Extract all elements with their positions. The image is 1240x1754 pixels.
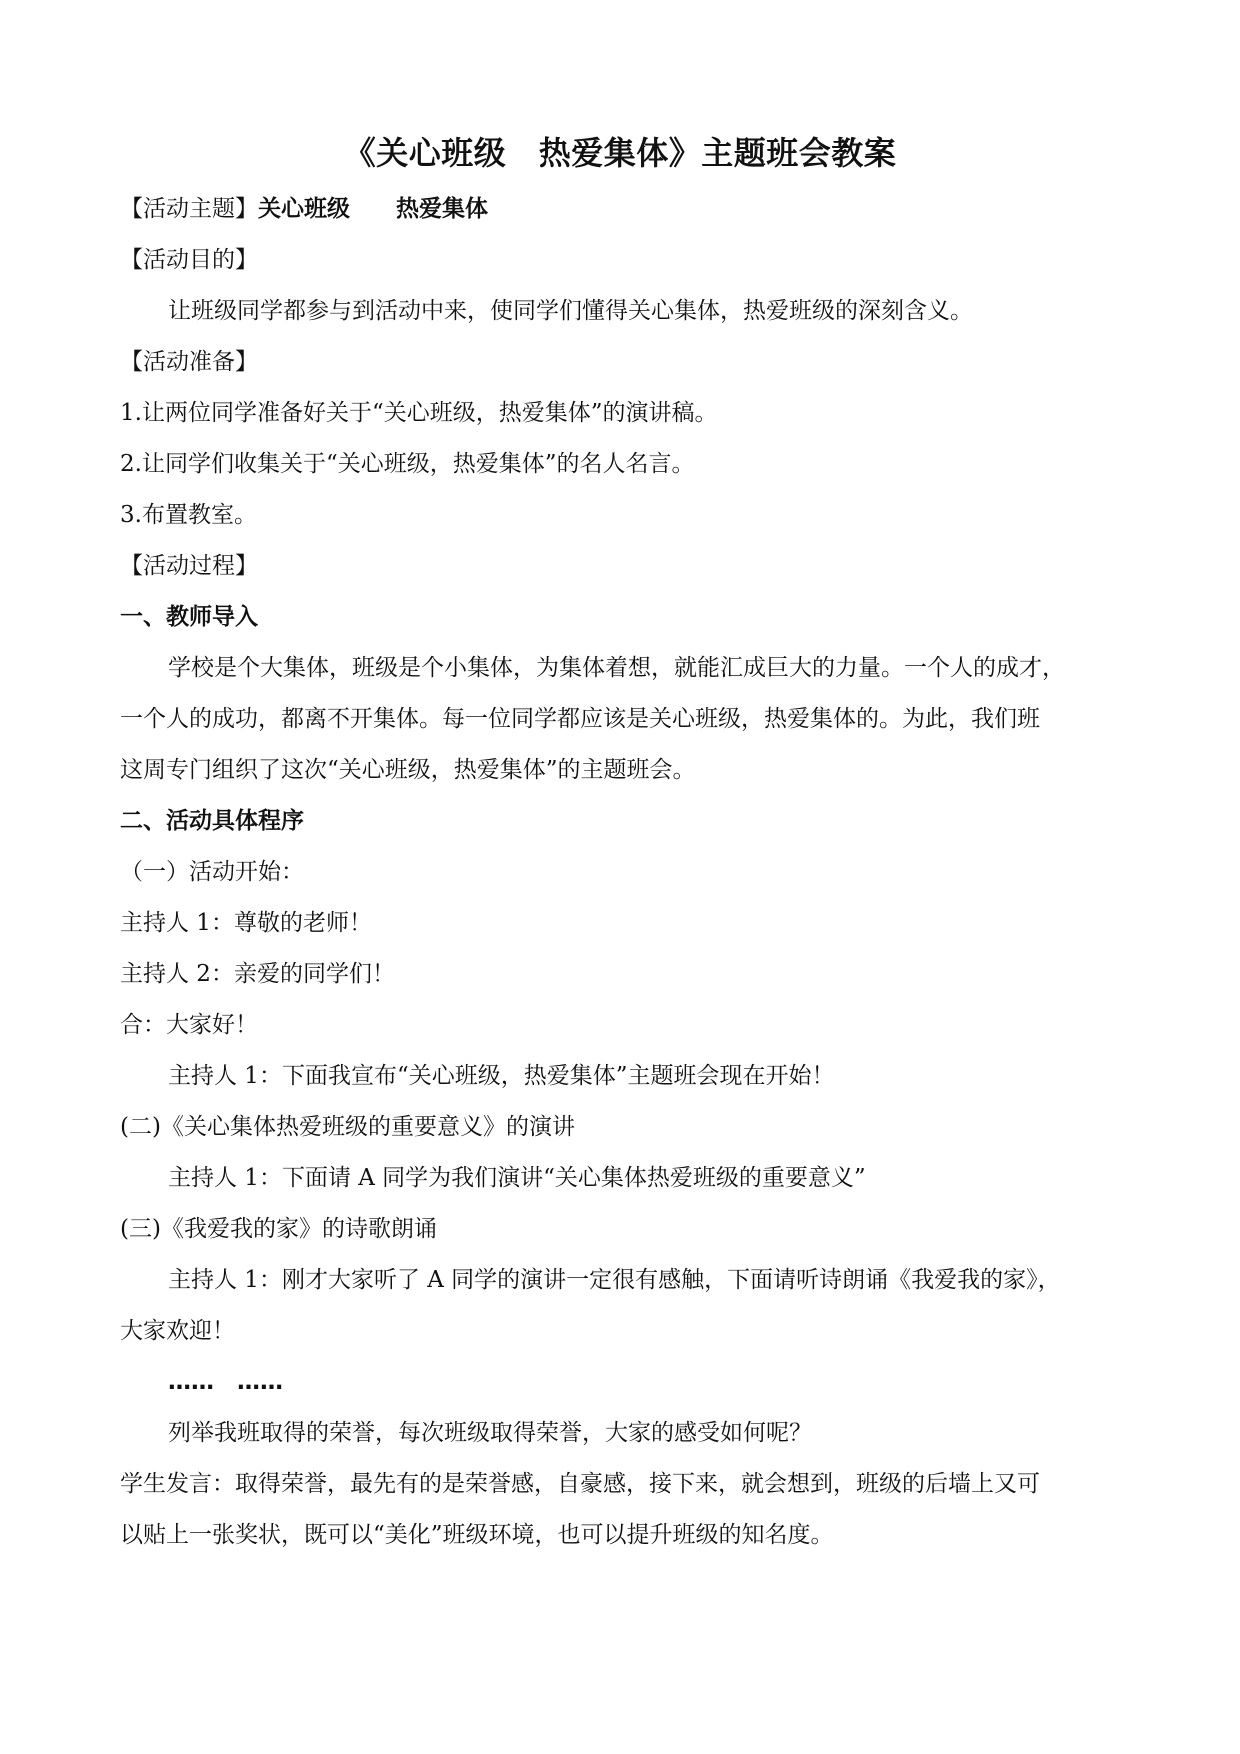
process-heading: 【活动过程】 [120,553,258,579]
sub2-line: 主持人 1：下面请 A 同学为我们演讲“关心集体热爱班级的重要意义” [168,1165,866,1191]
sub3-heading: (三)《我爱我的家》的诗歌朗诵 [120,1216,437,1242]
student-speech-line-1: 学生发言：取得荣誉，最先有的是荣誉感，自豪感，接下来，就会想到，班级的后墙上又可 [120,1471,1040,1497]
purpose-text: 让班级同学都参与到活动中来，使同学们懂得关心集体，热爱班级的深刻含义。 [168,298,973,324]
section1-line-1: 学校是个大集体，班级是个小集体，为集体着想，就能汇成巨大的力量。一个人的成才， [168,655,1065,681]
host-line-3: 合：大家好！ [120,1012,258,1038]
section1-heading: 一、教师导入 [120,604,258,630]
theme-line [120,194,488,224]
theme-label: 【活动主题】 [120,196,258,222]
prep-heading: 【活动准备】 [120,349,258,375]
prep-item-3: 3.布置教室。 [120,502,257,528]
purpose-heading: 【活动目的】 [120,247,258,273]
section1-line-3: 这周专门组织了这次“关心班级，热爱集体”的主题班会。 [120,757,696,783]
section2-heading: 二、活动具体程序 [120,808,304,834]
prep-item-2: 2.让同学们收集关于“关心班级，热爱集体”的名人名言。 [120,451,695,477]
host-line-1: 主持人 1：尊敬的老师！ [120,910,372,936]
theme-value: 关心班级 热爱集体 [258,196,488,222]
sub1-heading: （一）活动开始： [120,859,304,885]
host1-announce: 主持人 1：下面我宣布“关心班级，热爱集体”主题班会现在开始！ [168,1063,835,1089]
sub3-line-2: 大家欢迎！ [120,1318,235,1344]
honor-question: 列举我班取得的荣誉，每次班级取得荣誉，大家的感受如何呢？ [168,1420,812,1446]
prep-item-1: 1.让两位同学准备好关于“关心班级，热爱集体”的演讲稿。 [120,400,718,426]
document-title: 《关心班级 热爱集体》主题班会教案 [343,134,897,172]
sub2-heading: (二)《关心集体热爱班级的重要意义》的演讲 [120,1114,575,1140]
host-line-2: 主持人 2：亲爱的同学们！ [120,961,395,987]
student-speech-line-2: 以贴上一张奖状，既可以“美化”班级环境，也可以提升班级的知名度。 [120,1522,834,1548]
sub3-line-1: 主持人 1：刚才大家听了 A 同学的演讲一定很有感触，下面请听诗朗诵《我爱我的家》， [168,1267,1061,1293]
ellipsis: …… …… [168,1369,283,1395]
section1-line-2: 一个人的成功，都离不开集体。每一位同学都应该是关心班级，热爱集体的。为此，我们班 [120,706,1040,732]
